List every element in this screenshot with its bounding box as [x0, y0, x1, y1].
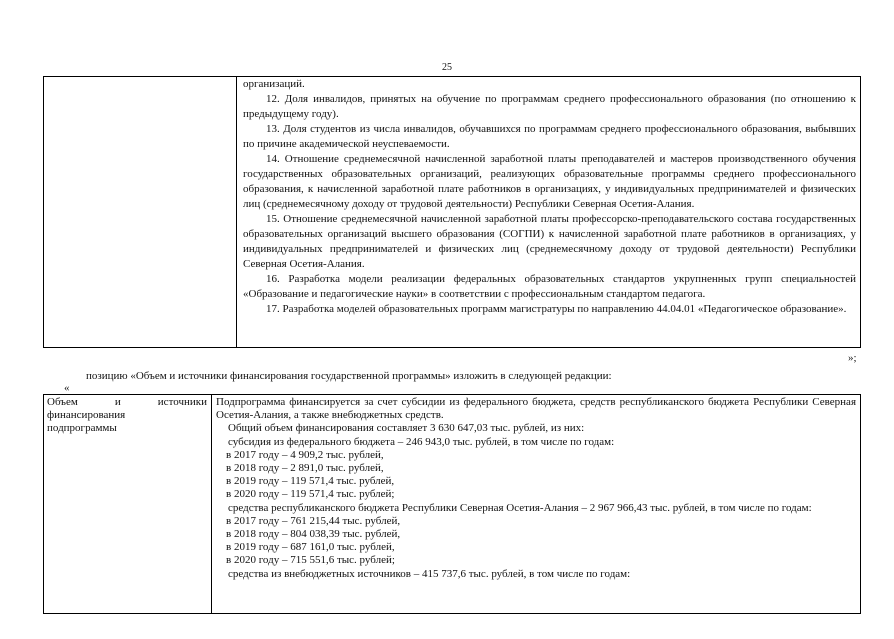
financing-line: в 2020 году – 119 571,4 тыс. рублей;	[226, 488, 395, 501]
label-word: источники	[157, 396, 207, 408]
financing-line: средства из внебюджетных источников – 415 737,6 тыс. рублей, в том числе по годам:	[228, 567, 631, 580]
financing-line: в 2017 году – 4 909,2 тыс. рублей,	[226, 448, 384, 461]
amendment-intro: позицию «Объем и источники финансирования государственной программы» изложить в следующей редакции:	[86, 370, 612, 382]
label-word: финансирования	[47, 409, 126, 421]
opening-quote: «	[64, 382, 70, 394]
indicators-list	[243, 77, 856, 317]
financing-line: Общий объем финансирования составляет 3 630 647,03 тыс. рублей, из них:	[228, 422, 585, 435]
financing-line: субсидия из федерального бюджета – 246 943,0 тыс. рублей, в том числе по годам:	[228, 435, 615, 448]
indicator-13: 13. Доля студентов из числа инвалидов, обучавшихся по программам среднего профессионального образования, выбывших по причине академической неуспеваемости.	[243, 123, 856, 150]
indicator-16: 16. Разработка модели реализации федеральных образовательных стандартов укрупненных групп специальностей «Образование и педагогические науки» в соответствии с профессиональным стандартом педагога.	[243, 273, 856, 300]
financing-line: в 2017 году – 761 215,44 тыс. рублей,	[226, 514, 401, 527]
financing-details	[216, 396, 856, 581]
column-divider	[236, 77, 237, 347]
closing-quote: »;	[848, 352, 857, 364]
financing-line: средства республиканского бюджета Республики Северная Осетия-Алания – 2 967 966,43 тыс. рублей, в том числе по годам:	[228, 501, 812, 514]
label-word: Объем	[47, 396, 78, 408]
financing-line: в 2020 году – 715 551,6 тыс. рублей;	[226, 554, 395, 567]
indicator-12: 12. Доля инвалидов, принятых на обучение по программам среднего профессионального образования (по отношению к предыдущему году).	[243, 93, 856, 120]
financing-line: в 2018 году – 2 891,0 тыс. рублей,	[226, 462, 384, 475]
indicator-14: 14. Отношение среднемесячной начисленной заработной платы преподавателей и мастеров производственного обучения государственных образовательных организаций, реализующих образовательные программы среднего профессионального образования, к начисленной заработной плате работников в организациях, у индивидуальных предпринимателей и физических лиц (среднемесячному доходу от трудовой деятельности) Республики Северная Осетия-Алания.	[243, 153, 856, 210]
label-word: подпрограммы	[47, 422, 117, 434]
financing-line: в 2018 году – 804 038,39 тыс. рублей,	[226, 528, 401, 541]
label-word: и	[114, 396, 121, 408]
indicator-17: 17. Разработка моделей образовательных программ магистратуры по направлению 44.04.01 «Педагогическое образование».	[266, 303, 847, 315]
paragraph-continuation: организаций.	[243, 78, 305, 90]
financing-line: Подпрограмма финансируется за счет субсидии из федерального бюджета, средств республиканского бюджета Республики Северная Осетия-Алания, а также внебюджетных средств.	[216, 396, 856, 422]
financing-line: в 2019 году – 687 161,0 тыс. рублей,	[226, 541, 395, 554]
financing-label	[47, 396, 207, 435]
column-divider	[211, 395, 212, 613]
indicator-15: 15. Отношение среднемесячной начисленной заработной платы профессорско-преподавательского состава государственных образовательных организаций высшего образования (СОГПИ) к начисленной заработной плате работников в организациях, у индивидуальных предпринимателей и физических лиц (среднемесячному доходу от трудовой деятельности) Республики Северная Осетия-Алания.	[243, 213, 856, 270]
financing-table	[43, 394, 861, 614]
financing-line: в 2019 году – 119 571,4 тыс. рублей,	[226, 475, 395, 488]
indicators-table	[43, 76, 861, 348]
page-number: 25	[442, 62, 452, 73]
